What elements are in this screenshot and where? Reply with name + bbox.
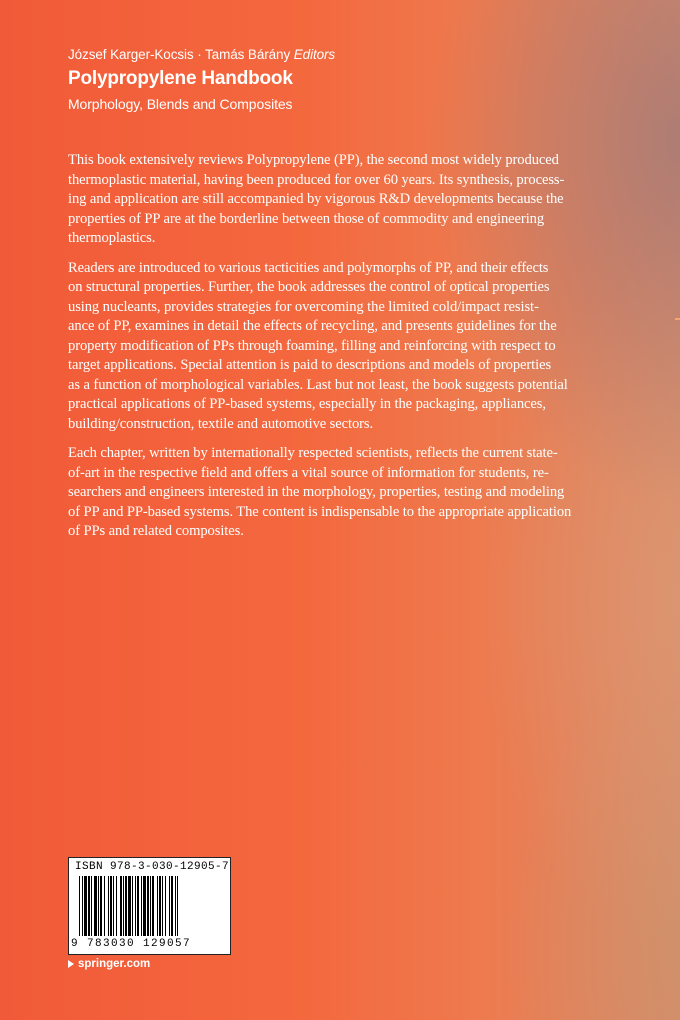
blurb-paragraph-2: [68, 259, 590, 435]
barcode-bar: [116, 876, 117, 936]
barcode-bar: [141, 876, 142, 936]
editor-name-2: Tamás Bárány: [205, 47, 291, 62]
barcode-bar: [162, 876, 163, 936]
blurb-line: searchers and engineers interested in the morphology, properties, testing and modeling: [68, 484, 565, 500]
barcode-bar: [175, 876, 176, 936]
barcode-bar: [100, 876, 102, 936]
barcode-bar: [88, 876, 90, 936]
barcode-bar: [79, 876, 80, 936]
barcode-bar: [159, 876, 161, 936]
blurb-line: ing and application are still accompanied by vigorous R&D developments because the: [68, 191, 564, 207]
barcode-bar: [165, 876, 166, 936]
barcode-bar: [135, 876, 136, 936]
blurb-line: as a function of morphological variables. Last but not least, the book suggests potential: [68, 376, 568, 393]
editors-line: [68, 46, 335, 64]
blurb-line: This book extensively reviews Polypropylene (PP), the second most widely produced: [68, 152, 559, 168]
blurb: [68, 151, 590, 552]
barcode-bar: [150, 876, 151, 936]
barcode-bar: [171, 876, 173, 936]
barcode-bar: [123, 876, 124, 936]
barcode-bar: [128, 876, 131, 936]
isbn-barcode: [68, 857, 231, 955]
arrow-right-icon: [68, 960, 74, 968]
book-title: Polypropylene Handbook: [68, 68, 293, 89]
blurb-line: practical applications of PP-based systems, especially in the packaging, appliances,: [68, 396, 546, 412]
publisher-link[interactable]: [68, 958, 150, 970]
barcode-bar: [132, 876, 133, 936]
blurb-line: building/construction, textile and automotive sectors.: [68, 415, 374, 432]
blurb-line: ance of PP, examines in detail the effects of recycling, and presents guidelines for the: [68, 318, 557, 334]
blurb-line: property modification of PPs through foaming, filling and reinforcing with respect to: [68, 337, 556, 354]
editor-separator: ·: [193, 47, 206, 62]
blurb-line: Each chapter, written by internationally respected scientists, reflects the current state-: [68, 445, 558, 461]
publisher-url: springer.com: [78, 958, 151, 970]
blurb-paragraph-1: [68, 151, 590, 249]
barcode-bar: [113, 876, 114, 936]
blurb-paragraph-3: [68, 444, 590, 542]
blurb-line: of-art in the respective field and offers a vital source of information for students, re-: [68, 464, 549, 481]
barcode-bar: [177, 876, 178, 936]
blurb-line: Readers are introduced to various tacticities and polymorphs of PP, and their effects: [68, 259, 549, 276]
book-subtitle: Morphology, Blends and Composites: [68, 96, 293, 112]
barcode-bar: [110, 876, 112, 936]
blurb-line: target applications. Special attention is paid to descriptions and models of properties: [68, 357, 552, 373]
barcode-bar: [143, 876, 146, 936]
barcode-bar: [147, 876, 149, 936]
blurb-line: using nucleants, provides strategies for overcoming the limited cold/impact resist-: [68, 298, 539, 315]
barcode-bar: [98, 876, 99, 936]
barcode-bar: [108, 876, 109, 936]
blurb-line: thermoplastic material, having been produced for over 60 years. Its synthesis, process-: [68, 171, 565, 188]
editors-role: Editors: [293, 47, 336, 62]
blurb-line: on structural properties. Further, the book addresses the control of optical properties: [68, 279, 550, 295]
barcode-bar: [120, 876, 122, 936]
barcode-bar: [91, 876, 92, 936]
blurb-line: of PPs and related composites.: [68, 523, 244, 539]
blurb-line: of PP and PP-based systems. The content is indispensable to the appropriate application: [68, 503, 572, 520]
isbn-label: ISBN 978-3-030-12905-7: [75, 861, 230, 873]
barcode-bar: [82, 876, 83, 936]
blurb-line: thermoplastics.: [68, 230, 156, 246]
barcode-digits: 9 783030 129057: [71, 938, 192, 950]
barcode-bar: [84, 876, 87, 936]
barcode-bar: [125, 876, 127, 936]
cover-header: [68, 46, 335, 114]
barcode-bar: [169, 876, 170, 936]
barcode-bar: [104, 876, 105, 936]
barcode-bar: [137, 876, 139, 936]
barcode-bar: [94, 876, 97, 936]
barcode-bar: [157, 876, 158, 936]
editor-name-1: József Karger-Kocsis: [68, 47, 194, 62]
blurb-line: properties of PP are at the borderline between those of commodity and engineering: [68, 210, 545, 227]
barcode-bars: [79, 876, 220, 936]
barcode-bar: [152, 876, 154, 936]
spine-edge-mark: [675, 318, 680, 320]
